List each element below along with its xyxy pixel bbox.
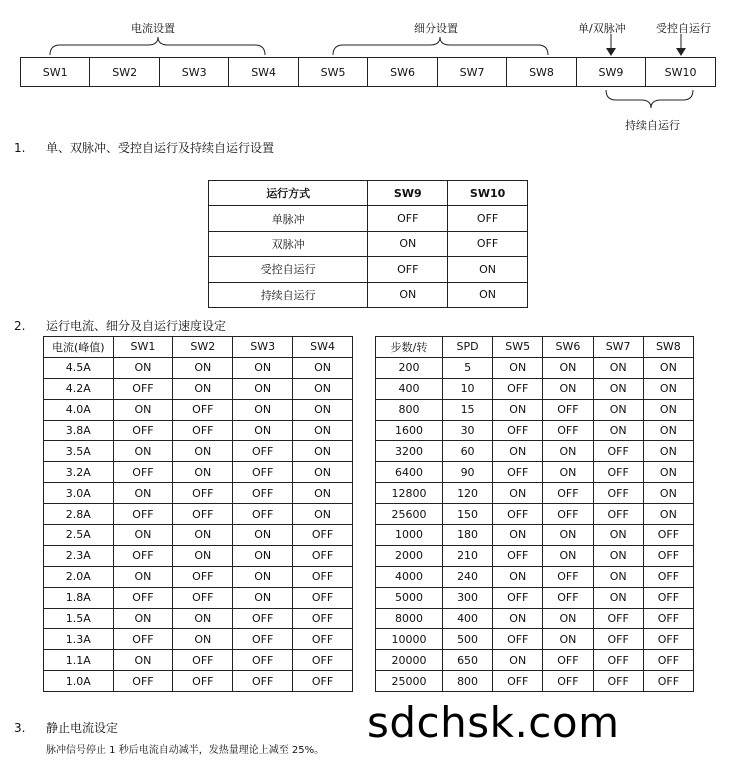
table-row <box>376 462 694 483</box>
table-cell: ON <box>113 441 173 462</box>
switch-cell: SW4 <box>229 58 298 87</box>
switch-cell: SW9 <box>576 58 645 87</box>
table-cell: OFF <box>173 483 233 504</box>
section2-heading <box>14 317 226 334</box>
external-run-label: 受控自运行 <box>656 22 711 35</box>
dip-switch-bar <box>20 57 716 87</box>
table-cell: 5000 <box>376 587 443 608</box>
table-cell: 持续自运行 <box>209 282 368 307</box>
table-cell: OFF <box>493 671 543 692</box>
table-cell: ON <box>493 399 543 420</box>
table-cell: OFF <box>113 629 173 650</box>
table-row <box>376 587 694 608</box>
table-cell: 120 <box>443 483 493 504</box>
table-cell: 6400 <box>376 462 443 483</box>
arrow-down-icon <box>606 48 616 56</box>
table-cell: OFF <box>643 629 693 650</box>
table-cell: OFF <box>543 587 593 608</box>
table-cell: ON <box>368 231 448 256</box>
table-cell: OFF <box>643 608 693 629</box>
table-cell: 1600 <box>376 420 443 441</box>
switch-cell: SW3 <box>159 58 228 87</box>
table-cell: ON <box>173 608 233 629</box>
table-cell: ON <box>593 566 643 587</box>
table-cell: OFF <box>113 378 173 399</box>
table-cell: OFF <box>593 504 643 525</box>
microstep-group-brace <box>333 37 548 55</box>
table-cell: OFF <box>113 545 173 566</box>
table-cell: 1.5A <box>44 608 114 629</box>
table-cell: ON <box>543 545 593 566</box>
table-cell: 20000 <box>376 650 443 671</box>
table-cell: 25600 <box>376 504 443 525</box>
table-cell: 210 <box>443 545 493 566</box>
table-cell: ON <box>643 462 693 483</box>
table-cell: OFF <box>293 587 353 608</box>
table-cell: 90 <box>443 462 493 483</box>
table-row <box>44 504 353 525</box>
column-header: SW6 <box>543 337 593 358</box>
table-cell: ON <box>233 545 293 566</box>
table-cell: OFF <box>593 441 643 462</box>
table-row <box>376 441 694 462</box>
table-row <box>44 650 353 671</box>
table-cell: 200 <box>376 357 443 378</box>
table-row <box>376 483 694 504</box>
table-cell: ON <box>643 504 693 525</box>
table-cell: OFF <box>543 483 593 504</box>
table-cell: OFF <box>643 650 693 671</box>
table-cell: OFF <box>113 587 173 608</box>
column-header: SW7 <box>593 337 643 358</box>
table-cell: ON <box>493 525 543 546</box>
table-cell: OFF <box>233 671 293 692</box>
table-cell: OFF <box>643 545 693 566</box>
table-cell: 3200 <box>376 441 443 462</box>
microstep-setting-label: 细分设置 <box>414 22 458 35</box>
section-title: 运行电流、细分及自运行速度设定 <box>46 319 227 333</box>
table-row <box>209 257 528 282</box>
current-setting-table <box>43 336 353 692</box>
table-row <box>44 357 353 378</box>
table-cell: 2.8A <box>44 504 114 525</box>
table-cell: OFF <box>233 629 293 650</box>
table-cell: ON <box>233 357 293 378</box>
table-row <box>376 357 694 378</box>
table-row <box>376 399 694 420</box>
table-cell: ON <box>643 483 693 504</box>
column-header: SW1 <box>113 337 173 358</box>
table-cell: ON <box>593 587 643 608</box>
table-cell: 3.8A <box>44 420 114 441</box>
table-row <box>44 483 353 504</box>
table-cell: ON <box>233 399 293 420</box>
table-cell: OFF <box>643 566 693 587</box>
table-cell: 1.3A <box>44 629 114 650</box>
table-cell: OFF <box>293 671 353 692</box>
pulse-mode-label: 单/双脉冲 <box>578 22 626 35</box>
table-cell: ON <box>293 399 353 420</box>
table-row <box>376 671 694 692</box>
column-header: SW4 <box>293 337 353 358</box>
table-cell: 15 <box>443 399 493 420</box>
table-cell: OFF <box>113 504 173 525</box>
table-cell: OFF <box>543 399 593 420</box>
column-header: SPD <box>443 337 493 358</box>
run-mode-table <box>208 180 528 308</box>
table-cell: ON <box>233 420 293 441</box>
table-row <box>44 566 353 587</box>
table-cell: 3.5A <box>44 441 114 462</box>
table-cell: OFF <box>173 587 233 608</box>
column-header: 运行方式 <box>209 181 368 206</box>
table-cell: ON <box>113 399 173 420</box>
table-cell: OFF <box>543 420 593 441</box>
table-row <box>376 629 694 650</box>
table-cell: 10 <box>443 378 493 399</box>
table-cell: 180 <box>443 525 493 546</box>
table-cell: OFF <box>593 608 643 629</box>
table-cell: ON <box>293 462 353 483</box>
column-header: 电流(峰值) <box>44 337 114 358</box>
current-group-brace <box>50 37 265 55</box>
table-cell: OFF <box>543 504 593 525</box>
table-cell: OFF <box>593 462 643 483</box>
table-cell: ON <box>593 525 643 546</box>
table-cell: 800 <box>443 671 493 692</box>
table-cell: OFF <box>293 545 353 566</box>
column-header: SW5 <box>493 337 543 358</box>
table-row <box>44 441 353 462</box>
table-cell: OFF <box>113 671 173 692</box>
table-cell: ON <box>543 441 593 462</box>
table-cell: ON <box>493 441 543 462</box>
table-cell: 650 <box>443 650 493 671</box>
table-cell: ON <box>293 441 353 462</box>
table-cell: ON <box>643 399 693 420</box>
table-cell: ON <box>113 483 173 504</box>
table-row <box>44 420 353 441</box>
table-row <box>44 399 353 420</box>
table-row <box>44 587 353 608</box>
table-cell: ON <box>173 441 233 462</box>
table-row <box>376 545 694 566</box>
continuous-group-brace <box>606 90 693 108</box>
table-cell: ON <box>173 378 233 399</box>
table-cell: OFF <box>233 504 293 525</box>
table-cell: ON <box>643 441 693 462</box>
table-cell: 2000 <box>376 545 443 566</box>
table-row <box>376 566 694 587</box>
section-number: 1. <box>14 141 26 155</box>
table-cell: ON <box>173 357 233 378</box>
column-header: SW8 <box>643 337 693 358</box>
table-cell: OFF <box>543 671 593 692</box>
table-cell: 4.0A <box>44 399 114 420</box>
table-cell: ON <box>233 525 293 546</box>
table-cell: 1.1A <box>44 650 114 671</box>
section1-heading <box>14 139 274 156</box>
table-cell: ON <box>543 525 593 546</box>
table-cell: OFF <box>113 462 173 483</box>
table-cell: OFF <box>643 671 693 692</box>
table-cell: ON <box>113 566 173 587</box>
column-header: SW9 <box>368 181 448 206</box>
table-cell: ON <box>113 650 173 671</box>
table-cell: ON <box>543 608 593 629</box>
table-cell: OFF <box>233 483 293 504</box>
table-cell: OFF <box>368 257 448 282</box>
switch-cell: SW8 <box>507 58 576 87</box>
table-cell: ON <box>173 545 233 566</box>
table-cell: OFF <box>493 462 543 483</box>
table-row <box>44 462 353 483</box>
table-cell: 2.5A <box>44 525 114 546</box>
table-cell: OFF <box>113 420 173 441</box>
table-cell: 400 <box>376 378 443 399</box>
table-cell: 30 <box>443 420 493 441</box>
standby-current-note: 脉冲信号停止 1 秒后电流自动减半，发热量理论上减至 25%。 <box>46 745 325 756</box>
table-cell: OFF <box>593 671 643 692</box>
column-header: SW10 <box>448 181 528 206</box>
table-cell: ON <box>593 378 643 399</box>
table-cell: ON <box>593 399 643 420</box>
table-cell: OFF <box>493 504 543 525</box>
table-row <box>44 525 353 546</box>
section-title: 单、双脉冲、受控自运行及持续自运行设置 <box>46 141 275 155</box>
column-header: SW3 <box>233 337 293 358</box>
table-row <box>44 608 353 629</box>
table-cell: 3.0A <box>44 483 114 504</box>
table-cell: ON <box>293 378 353 399</box>
section-number: 2. <box>14 319 26 333</box>
table-cell: OFF <box>233 462 293 483</box>
table-cell: OFF <box>293 608 353 629</box>
table-cell: OFF <box>233 650 293 671</box>
table-cell: ON <box>293 420 353 441</box>
table-cell: 4.5A <box>44 357 114 378</box>
table-cell: 10000 <box>376 629 443 650</box>
table-cell: 3.2A <box>44 462 114 483</box>
table-cell: 受控自运行 <box>209 257 368 282</box>
table-cell: ON <box>173 629 233 650</box>
table-cell: 2.3A <box>44 545 114 566</box>
table-cell: ON <box>233 566 293 587</box>
table-cell: ON <box>543 629 593 650</box>
table-cell: OFF <box>293 566 353 587</box>
table-row <box>376 525 694 546</box>
table-cell: OFF <box>493 378 543 399</box>
table-row <box>209 206 528 231</box>
table-cell: OFF <box>368 206 448 231</box>
table-cell: 500 <box>443 629 493 650</box>
section-title: 静止电流设定 <box>46 721 119 735</box>
table-cell: OFF <box>493 587 543 608</box>
table-cell: ON <box>543 462 593 483</box>
section-number: 3. <box>14 721 26 735</box>
table-cell: ON <box>593 357 643 378</box>
table-cell: OFF <box>493 545 543 566</box>
table-cell: ON <box>493 608 543 629</box>
table-cell: OFF <box>448 231 528 256</box>
table-cell: OFF <box>173 420 233 441</box>
table-cell: OFF <box>173 671 233 692</box>
table-row <box>376 608 694 629</box>
table-cell: 单脉冲 <box>209 206 368 231</box>
continuous-run-label: 持续自运行 <box>625 119 680 132</box>
table-cell: 5 <box>443 357 493 378</box>
table-cell: 8000 <box>376 608 443 629</box>
table-cell: ON <box>643 378 693 399</box>
table-cell: 60 <box>443 441 493 462</box>
table-cell: 800 <box>376 399 443 420</box>
table-cell: OFF <box>593 483 643 504</box>
table-cell: OFF <box>543 566 593 587</box>
table-cell: ON <box>233 378 293 399</box>
table-cell: ON <box>113 357 173 378</box>
table-cell: OFF <box>543 650 593 671</box>
table-row <box>44 378 353 399</box>
switch-cell: SW5 <box>298 58 367 87</box>
table-cell: ON <box>493 483 543 504</box>
table-cell: ON <box>543 378 593 399</box>
table-cell: OFF <box>293 629 353 650</box>
table-cell: 300 <box>443 587 493 608</box>
table-cell: 1.8A <box>44 587 114 608</box>
switch-cell: SW10 <box>646 58 716 87</box>
table-cell: 150 <box>443 504 493 525</box>
table-cell: OFF <box>448 206 528 231</box>
table-cell: OFF <box>173 399 233 420</box>
table-cell: 1000 <box>376 525 443 546</box>
table-row <box>376 420 694 441</box>
watermark-text: sdchsk.com <box>367 698 620 747</box>
table-cell: OFF <box>173 504 233 525</box>
table-row <box>44 629 353 650</box>
table-cell: ON <box>293 357 353 378</box>
table-cell: ON <box>543 357 593 378</box>
table-cell: ON <box>173 525 233 546</box>
table-cell: ON <box>173 462 233 483</box>
table-cell: OFF <box>493 420 543 441</box>
table-cell: OFF <box>643 525 693 546</box>
table-row <box>44 671 353 692</box>
table-cell: ON <box>293 504 353 525</box>
table-cell: OFF <box>593 650 643 671</box>
table-cell: ON <box>593 420 643 441</box>
column-header: 步数/转 <box>376 337 443 358</box>
table-cell: ON <box>448 257 528 282</box>
table-cell: OFF <box>643 587 693 608</box>
table-cell: ON <box>643 420 693 441</box>
section3-heading <box>14 719 118 736</box>
table-row <box>376 504 694 525</box>
column-header: SW2 <box>173 337 233 358</box>
switch-cell: SW2 <box>90 58 159 87</box>
table-cell: 4.2A <box>44 378 114 399</box>
table-cell: ON <box>233 587 293 608</box>
table-cell: ON <box>493 357 543 378</box>
table-cell: 400 <box>443 608 493 629</box>
table-cell: ON <box>113 608 173 629</box>
table-row <box>44 545 353 566</box>
table-row <box>209 282 528 307</box>
table-cell: 25000 <box>376 671 443 692</box>
table-cell: ON <box>293 483 353 504</box>
switch-cell: SW7 <box>437 58 506 87</box>
table-cell: OFF <box>173 566 233 587</box>
table-cell: OFF <box>233 441 293 462</box>
table-cell: ON <box>593 545 643 566</box>
current-setting-label: 电流设置 <box>131 22 175 35</box>
table-cell: ON <box>493 650 543 671</box>
table-cell: 12800 <box>376 483 443 504</box>
table-row <box>376 378 694 399</box>
table-row <box>376 650 694 671</box>
table-cell: ON <box>643 357 693 378</box>
table-cell: 1.0A <box>44 671 114 692</box>
table-cell: 4000 <box>376 566 443 587</box>
table-cell: OFF <box>493 629 543 650</box>
table-cell: OFF <box>173 650 233 671</box>
table-cell: ON <box>113 525 173 546</box>
microstep-setting-table <box>375 336 694 692</box>
table-cell: 双脉冲 <box>209 231 368 256</box>
table-row <box>209 231 528 256</box>
table-cell: ON <box>493 566 543 587</box>
table-cell: OFF <box>293 525 353 546</box>
switch-cell: SW6 <box>368 58 437 87</box>
table-cell: ON <box>368 282 448 307</box>
table-cell: 2.0A <box>44 566 114 587</box>
table-cell: OFF <box>593 629 643 650</box>
table-cell: ON <box>448 282 528 307</box>
table-cell: 240 <box>443 566 493 587</box>
switch-cell: SW1 <box>21 58 90 87</box>
arrow-down-icon <box>676 48 686 56</box>
table-cell: OFF <box>233 608 293 629</box>
table-cell: OFF <box>293 650 353 671</box>
